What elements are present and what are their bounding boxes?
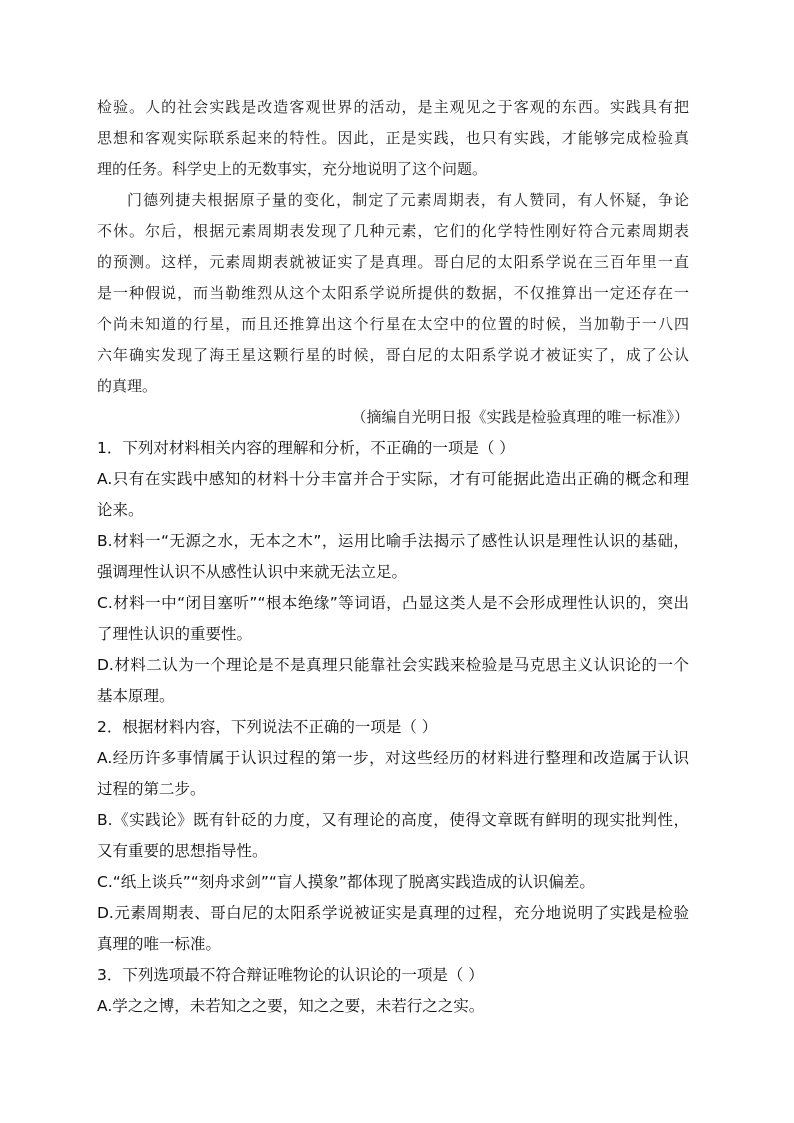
passage-line: 是一种假说，而当勒维烈从这个太阳系学说所提供的数据，不仅推算出一定还存在一	[97, 284, 689, 302]
passage-line: 检验。人的社会实践是改造客观世界的活动，是主观见之于客观的东西。实践具有把	[97, 98, 689, 116]
question-2-option-c[interactable]: C.“纸上谈兵”“刻舟求剑”“盲人摸象”都体现了脱离实践造成的认识偏差。	[97, 873, 595, 891]
question-2-option-a[interactable]: A.经历许多事情属于认识过程的第一步，对这些经历的材料进行整理和改造属于认识	[97, 749, 689, 767]
passage-line: 个尚未知道的行星，而且还推算出这个行星在太空中的位置的时候，当加勒于一八四	[97, 315, 689, 333]
passage-line: 的真理。	[97, 377, 158, 395]
question-1-option-b[interactable]: B.材料一“无源之水，无本之木”，运用比喻手法揭示了感性认识是理性认识的基础，	[97, 532, 689, 550]
question-2-option-b-cont: 又有重要的思想指导性。	[97, 842, 268, 860]
question-3-stem: 3．下列选项最不符合辩证唯物论的认识论的一项是（ ）	[97, 966, 484, 984]
question-1-option-b-cont: 强调理性认识不从感性认识中来就无法立足。	[97, 563, 408, 581]
question-1-option-a-cont: 论来。	[97, 501, 144, 519]
question-list	[97, 433, 689, 1022]
passage-line: 的预测。这样，元素周期表就被证实了是真理。哥白尼的太阳系学说在三百年里一直	[97, 253, 689, 271]
passage-line: 六年确实发现了海王星这颗行星的时候，哥白尼的太阳系学说才被证实了，成了公认	[97, 346, 689, 364]
question-2-option-d-cont: 真理的唯一标准。	[97, 935, 222, 953]
question-2-option-a-cont: 过程的第二步。	[97, 780, 206, 798]
question-2-option-d[interactable]: D.元素周期表、哥白尼的太阳系学说被证实是真理的过程，充分地说明了实践是检验	[97, 904, 689, 922]
passage-line: 门德列捷夫根据原子量的变化，制定了元素周期表，有人赞同，有人怀疑，争论	[127, 191, 689, 209]
question-1-option-c[interactable]: C.材料一中“闭目塞听”“根本绝缘”等词语，凸显这类人是不会形成理性认识的，突出	[97, 594, 689, 612]
question-2-option-b[interactable]: B.《实践论》既有针砭的力度，又有理论的高度，使得文章既有鲜明的现实批判性，	[97, 811, 689, 829]
reading-passage	[97, 92, 689, 433]
question-1-option-d-cont: 基本原理。	[97, 687, 175, 705]
passage-line: 思想和客观实际联系起来的特性。因此，正是实践，也只有实践，才能够完成检验真	[97, 129, 689, 147]
question-3-option-a[interactable]: A.学之之博，未若知之之要，知之之要，未若行之之实。	[97, 997, 485, 1015]
passage-line: 不休。尔后，根据元素周期表发现了几种元素，它们的化学特性刚好符合元素周期表	[97, 222, 689, 240]
question-1-option-a[interactable]: A.只有在实践中感知的材料十分丰富并合于实际，才有可能据此造出正确的概念和理	[97, 470, 689, 488]
question-1-option-c-cont: 了理性认识的重要性。	[97, 625, 253, 643]
passage-source: （摘编自光明日报《实践是检验真理的唯一标准》）	[351, 408, 689, 426]
question-2-stem: 2．根据材料内容，下列说法不正确的一项是（ ）	[97, 718, 438, 736]
question-1-stem: 1．下列对材料相关内容的理解和分析，不正确的一项是（ ）	[97, 439, 515, 457]
question-1-option-d[interactable]: D.材料二认为一个理论是不是真理只能靠社会实践来检验是马克思主义认识论的一个	[97, 656, 689, 674]
passage-line: 理的任务。科学史上的无数事实，充分地说明了这个问题。	[97, 160, 488, 178]
